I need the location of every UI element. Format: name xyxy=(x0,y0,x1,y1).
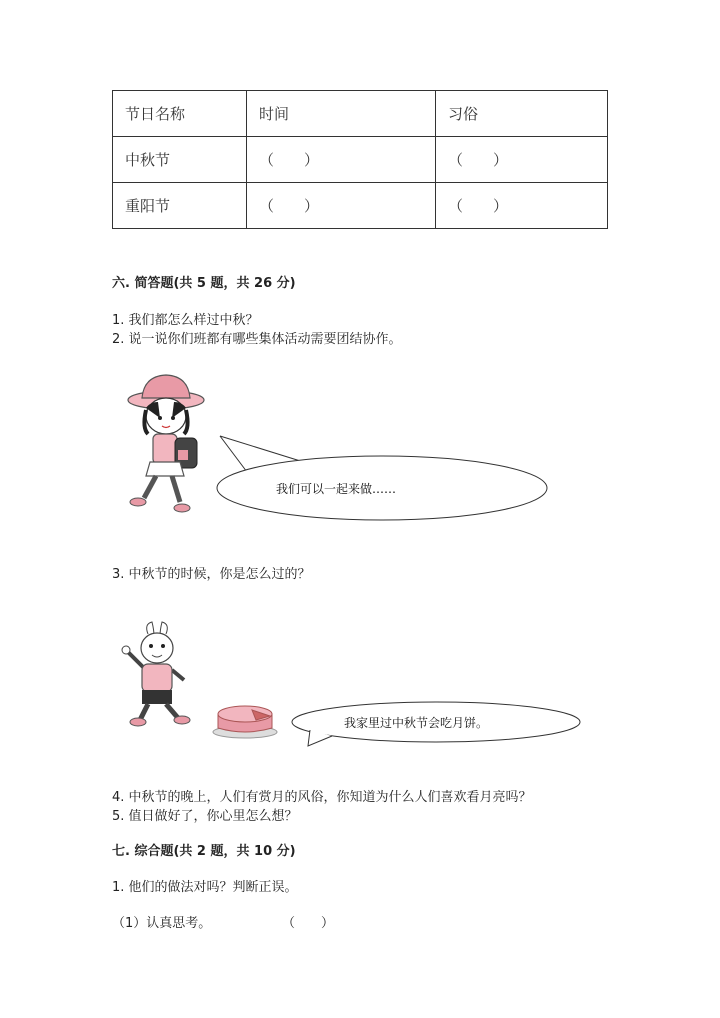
table-header-cell: 习俗 xyxy=(436,91,608,137)
question-6-5: 5. 值日做好了，你心里怎么想？ xyxy=(112,809,298,824)
section-6-heading: 六. 简答题(共 5 题，共 26 分) xyxy=(112,276,296,291)
table-cell-blank[interactable]: （ ） xyxy=(436,137,608,183)
girl-illustration xyxy=(120,372,220,522)
festival-table xyxy=(112,90,608,229)
goat-illustration xyxy=(120,620,210,730)
table-header-row xyxy=(113,91,608,137)
answer-blank[interactable]: （ ） xyxy=(282,916,335,931)
table-header-cell: 节日名称 xyxy=(113,91,247,137)
table-cell: 中秋节 xyxy=(113,137,247,183)
table-cell-blank[interactable]: （ ） xyxy=(247,137,436,183)
question-6-1: 1. 我们都怎么样过中秋？ xyxy=(112,313,259,328)
table-row xyxy=(113,137,608,183)
speech-bubble-1 xyxy=(210,428,550,528)
speech-bubble-1-text: 我们可以一起来做…… xyxy=(276,482,397,496)
table-cell: 重阳节 xyxy=(113,183,247,229)
question-7-1-1: （1）认真思考。 xyxy=(112,916,212,931)
question-6-3: 3. 中秋节的时候，你是怎么过的？ xyxy=(112,567,311,582)
section-7-heading: 七. 综合题(共 2 题，共 10 分) xyxy=(112,844,296,859)
table-header-cell: 时间 xyxy=(247,91,436,137)
question-7-1: 1. 他们的做法对吗？判断正误。 xyxy=(112,880,298,895)
mooncake-icon xyxy=(212,700,278,740)
table-row xyxy=(113,183,608,229)
table-cell-blank[interactable]: （ ） xyxy=(436,183,608,229)
question-6-2: 2. 说一说你们班都有哪些集体活动需要团结协作。 xyxy=(112,332,402,347)
question-6-4: 4. 中秋节的晚上，人们有赏月的风俗，你知道为什么人们喜欢看月亮吗？ xyxy=(112,790,532,805)
speech-bubble-2-text: 我家里过中秋节会吃月饼。 xyxy=(344,716,489,730)
table-cell-blank[interactable]: （ ） xyxy=(247,183,436,229)
